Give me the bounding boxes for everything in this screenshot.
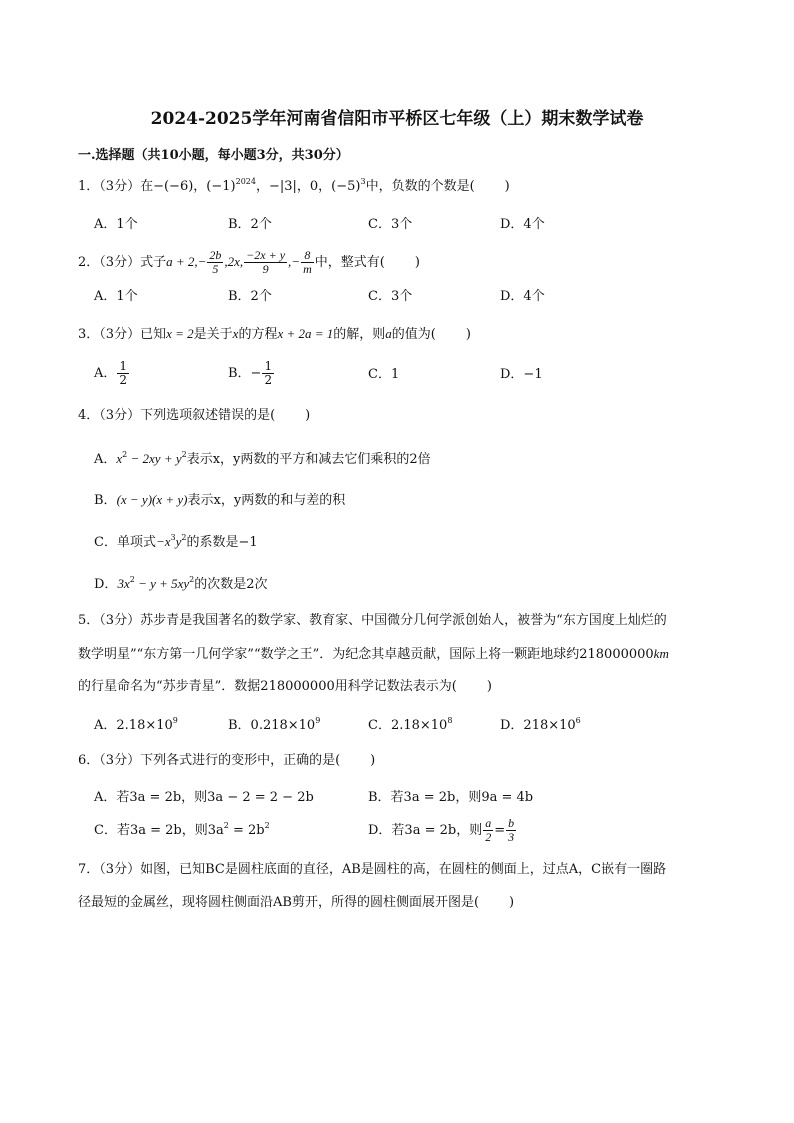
paren-close: )	[509, 895, 515, 910]
question-5-line-3	[78, 678, 492, 696]
question-text: 下列选项叙述错误的是(	[140, 408, 276, 423]
option-a	[94, 450, 431, 469]
option-text: C．2.18×10	[368, 718, 448, 733]
exponent: 3	[360, 177, 366, 186]
question-score: （3分）	[99, 255, 141, 270]
option-label: C．单项式	[94, 535, 156, 550]
math-expression: a	[385, 326, 392, 341]
question-number: 6	[78, 753, 87, 768]
math-expression: ,2x,	[224, 254, 244, 269]
option-b: B．2个	[228, 289, 272, 304]
denominator: 5	[212, 262, 219, 276]
unit: km	[653, 646, 669, 661]
exponent: 2	[122, 450, 128, 459]
question-text: 的解，则	[333, 327, 386, 342]
page-title: 2024-2025学年河南省信阳市平桥区七年级（上）期末数学试卷	[150, 109, 644, 129]
question-score: （3分）	[99, 753, 141, 768]
math-expression: 3x	[117, 576, 130, 591]
option-d	[500, 717, 581, 735]
question-text: 数学明星”“东方第一几何学家”“数学之王”．为纪念其卓越贡献，国际上将一颗距地球约218000000	[78, 647, 654, 662]
option-c: C．3个	[368, 217, 413, 232]
option-text: 表示x，y两数的和与差的积	[187, 493, 346, 508]
question-text: 如图，已知BC是圆柱底面的直径，AB是圆柱的高，在圆柱的侧面上，过点A，C嵌有一圈路	[140, 862, 667, 877]
option-b: B．若3a = 2b，则9a = 4b	[368, 790, 534, 805]
question-score: （3分）	[99, 408, 141, 423]
denominator: 2	[485, 830, 492, 844]
question-text: 的行星命名为“苏步青星”．数据218000000用科学记数法表示为(	[78, 679, 457, 694]
denominator: m	[303, 262, 312, 276]
paren-close: )	[504, 179, 510, 194]
question-text: 在	[140, 179, 154, 194]
question-number: 7	[78, 862, 87, 877]
option-b	[228, 717, 320, 735]
question-text: 是关于	[193, 327, 233, 342]
math-expression: a + 2,−	[166, 254, 207, 269]
question-text: 中，负数的个数是(	[365, 179, 475, 194]
option-text: A．2.18×10	[94, 718, 173, 733]
option-d: D．4个	[500, 289, 545, 304]
exponent: 8	[447, 716, 453, 725]
math-expression: x = 2	[166, 326, 194, 341]
question-1: 1．（3分）在−(−6)，$(-1)^{2024}$，−|3|，0，$(-5)^3$中，负数的个数是( )	[78, 177, 510, 194]
option-b: B．2个	[228, 217, 272, 232]
fraction	[483, 817, 493, 844]
numerator: 1	[119, 359, 128, 373]
question-text: 已知	[140, 327, 167, 342]
question-text: 苏步青是我国著名的数学家、教育家、中国微分几何学派创始人，被誉为“东方国度上灿烂的	[140, 613, 667, 628]
math-expression: x	[116, 451, 123, 466]
question-number: 5	[78, 613, 87, 628]
paren-close: )	[465, 327, 471, 342]
option-c	[368, 717, 452, 735]
denominator: 2	[119, 373, 128, 387]
option-label: D．	[94, 577, 118, 592]
option-c	[94, 822, 270, 840]
exponent: 2	[189, 575, 195, 584]
option-a: A．若3a = 2b，则3a − 2 = 2 − 2b	[94, 790, 314, 805]
question-score: （3分）	[99, 862, 141, 877]
question-text: 式子	[140, 255, 167, 270]
option-text: 的系数是−1	[186, 535, 258, 550]
option-a: A．1个	[94, 217, 138, 232]
exponent: 2	[129, 575, 135, 584]
fraction	[301, 249, 314, 276]
exponent: 3	[170, 533, 176, 542]
option-label: A．	[94, 452, 117, 467]
fraction	[207, 249, 223, 276]
question-number: 3	[78, 327, 87, 342]
paren-close: )	[486, 679, 492, 694]
exponent: 9	[315, 716, 321, 725]
question-number: 4	[78, 408, 87, 423]
exponent: 2	[223, 821, 229, 830]
option-c	[94, 533, 258, 552]
paren-close: )	[305, 408, 311, 423]
option-c: C．1	[368, 367, 400, 382]
math-expression: y	[175, 534, 182, 549]
question-score: （3分）	[99, 613, 141, 628]
numerator: a	[485, 816, 492, 830]
option-d: D．4个	[500, 217, 545, 232]
exponent: 2	[264, 821, 270, 830]
question-6: 6．（3分）下列各式进行的变形中，正确的是( )	[78, 753, 376, 768]
option-a	[94, 358, 130, 390]
paren-close: )	[414, 255, 420, 270]
math-expression: x	[232, 326, 239, 341]
option-d	[368, 815, 517, 847]
question-text: 下列各式进行的变形中，正确的是(	[140, 753, 341, 768]
option-label: A．	[94, 366, 117, 381]
question-text: 的值为(	[391, 327, 436, 342]
denominator: 3	[508, 830, 515, 844]
option-a	[94, 717, 178, 735]
option-text: B．0.218×10	[228, 718, 316, 733]
question-number: 1	[78, 179, 87, 194]
numerator: 8	[301, 249, 314, 263]
equals-sign: =	[494, 823, 506, 838]
fraction	[506, 817, 516, 844]
math-expression: ，−|3|，0，(−5)	[255, 179, 361, 194]
option-label: B．	[94, 493, 117, 508]
fraction	[117, 360, 129, 387]
question-5-line-2	[78, 645, 669, 664]
option-text: D．218×10	[500, 718, 576, 733]
option-text: D．若3a = 2b，则	[368, 823, 483, 838]
math-expression: − 2xy + y	[127, 451, 182, 466]
paren-close: )	[370, 753, 376, 768]
exponent: 2024	[235, 177, 256, 186]
fraction	[262, 360, 274, 387]
question-text: 中，整式有(	[314, 255, 385, 270]
question-score: （3分）	[99, 327, 141, 342]
denominator: 9	[262, 262, 269, 276]
numerator: −2x + y	[246, 248, 286, 262]
math-expression: −x	[155, 534, 171, 549]
math-expression: − y + 5xy	[134, 576, 190, 591]
exponent: 9	[172, 716, 178, 725]
math-expression: x + 2a = 1	[277, 326, 334, 341]
option-d: D．−1	[500, 367, 543, 382]
section-heading: 一.选择题（共10小题，每小题3分，共30分）	[78, 148, 349, 163]
math-expression: ,−	[288, 254, 301, 269]
option-text: 的次数是2次	[194, 577, 268, 592]
question-text: 的方程	[238, 327, 278, 342]
option-text: C．若3a = 2b，则3a	[94, 823, 224, 838]
denominator: 2	[264, 373, 273, 387]
numerator: b	[508, 816, 515, 830]
exponent: 2	[181, 450, 187, 459]
option-b	[94, 491, 345, 510]
option-label: B．−	[228, 366, 262, 381]
fraction	[244, 249, 287, 276]
exponent: 6	[575, 716, 581, 725]
question-5: 5．（3分）苏步青是我国著名的数学家、教育家、中国微分几何学派创始人，被誉为“东方国度上灿烂的	[78, 613, 667, 628]
math-expression: −(−6)，(−1)	[153, 179, 236, 194]
exponent: 2	[181, 533, 187, 542]
question-3: 3．（3分）已知x = 2是关于x的方程x + 2a = 1的解，则a的值为( )	[78, 326, 471, 342]
question-2: 2．（3分）式子a + 2,− $\frac{2b}{5}$ ,2x, $\frac{-2x + y}{9}$ ,− $\frac{8}{m}$ 中，整式有( )	[78, 248, 420, 276]
numerator: 2b	[209, 248, 222, 262]
question-4: 4．（3分）下列选项叙述错误的是( )	[78, 408, 311, 423]
numerator: 1	[264, 359, 273, 373]
option-text: = 2b	[228, 823, 265, 838]
question-number: 2	[78, 255, 87, 270]
question-text: 径最短的金属丝，现将圆柱侧面沿AB剪开，所得的圆柱侧面展开图是(	[78, 895, 480, 910]
question-7: 7．（3分）如图，已知BC是圆柱底面的直径，AB是圆柱的高，在圆柱的侧面上，过点A，C嵌有一圈路	[78, 862, 667, 877]
option-d	[94, 575, 268, 594]
question-7-line-2	[78, 894, 514, 912]
math-expression: (x − y)(x + y)	[116, 492, 188, 507]
question-score: （3分）	[99, 179, 141, 194]
option-b	[228, 358, 275, 390]
option-text: 表示x，y两数的平方和减去它们乘积的2倍	[186, 452, 431, 467]
option-c: C．3个	[368, 289, 413, 304]
option-a: A．1个	[94, 289, 138, 304]
